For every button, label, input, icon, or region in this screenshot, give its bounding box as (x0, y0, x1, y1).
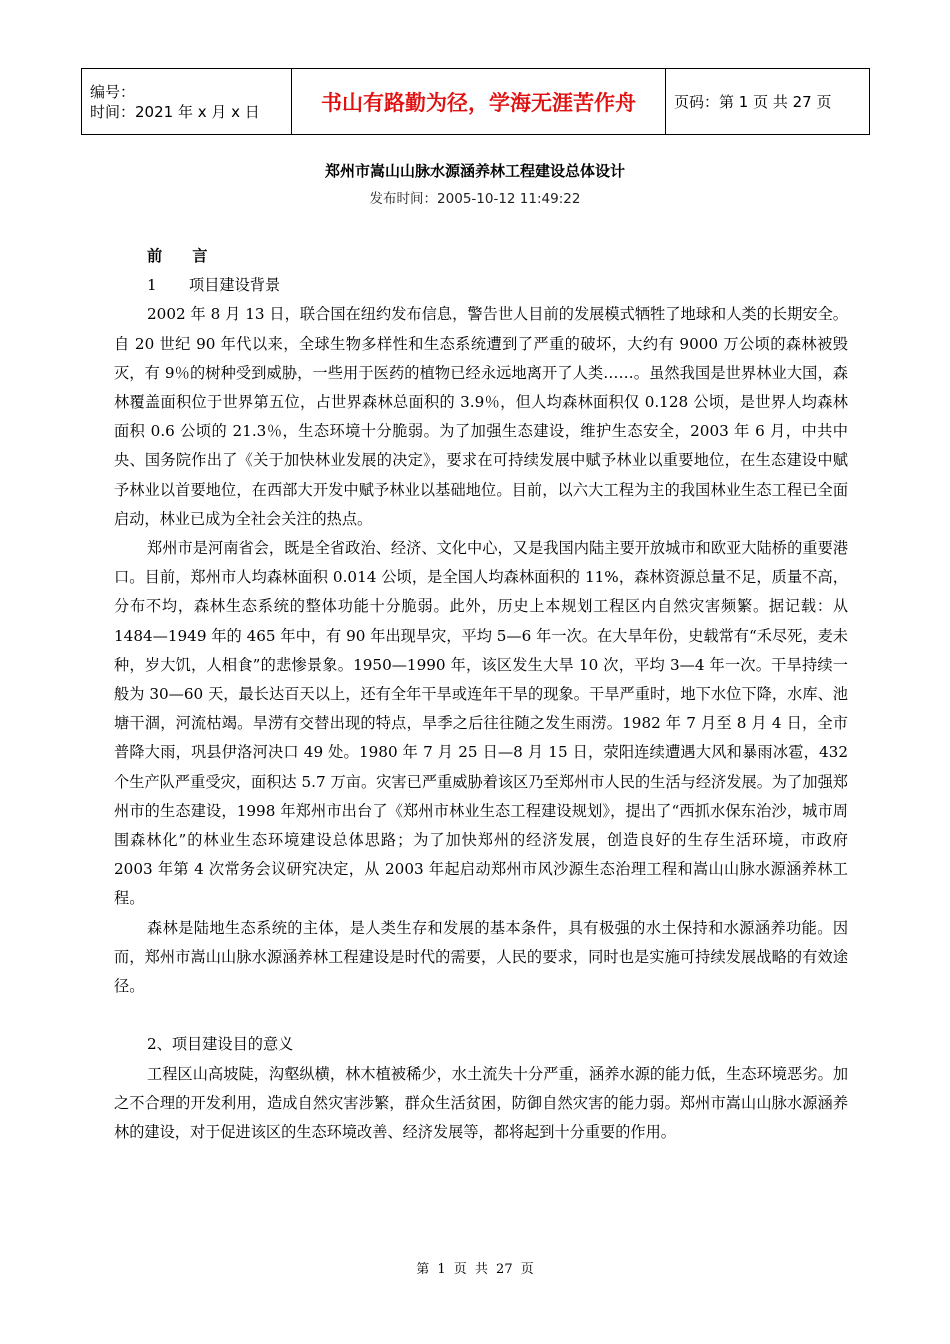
motto: 书山有路勤为径，学海无涯苦作舟 (321, 90, 636, 115)
time-label: 时间：2021 年 x 月 x 日 (90, 102, 260, 121)
document-title: 郑州市嵩山山脉水源涵养林工程建设总体设计 (324, 162, 625, 180)
publish-time: 发布时间：2005-10-12 11:49:22 (369, 191, 581, 207)
header-left-cell (82, 69, 292, 135)
number-label: 编号： (90, 82, 136, 101)
preface-char-1: 前 (147, 247, 163, 265)
header-center-cell (292, 69, 666, 135)
preface-char-2: 言 (192, 247, 208, 265)
section1-number: 1 (147, 276, 157, 295)
paragraph: 郑州市是河南省会，既是全省政治、经济、文化中心，又是我国内陆主要开放城市和欧亚大陆桥的重要港口。目前，郑州市人均森林面积 0.014 公顷，是全国人均森林面积的 11%，森林资源总量不足，质量不高，分布不均，森林生态系统的整体功能十分脆弱。此外，历史上本规划工程区内自然灾害频繁。据记载：从 1484—1949 年的 465 年中，有 90 年出现旱灾，平均 5—6 年一次。在大旱年份，史载常有“禾尽死，麦未种，岁大饥，人相食”的悲惨景象。1950—1990 年，该区发生大旱 10 次，平均 3—4 年一次。干旱持续一般为 30—60 天，最长达百天以上，还有全年干旱或连年干旱的现象。干旱严重时，地下水位下降，水库、池塘干涸，河流枯竭。旱涝有交替出现的特点，旱季之后往往随之发生雨涝。1982 年 7 月至 8 月 4 日，全市普降大雨，巩县伊洛河决口 49 处。1980 年 7 月 25 日—8 月 15 日，荥阳连续遭遇大风和暴雨冰雹，432 个生产队严重受灾，面积达 5.7 万亩。灾害已严重威胁着该区乃至郑州市人民的生活与经济发展。为了加强郑州市的生态建设，1998 年郑州市出台了《郑州市林业生态工程建设规划》，提出了“西抓水保东治沙，城市周围森林化”的林业生态环境建设总体思路；为了加快郑州的经济发展，创造良好的生存生活环境，市政府 2003 年第 4 次常务会议研究决定，从 2003 年起启动郑州市风沙源生态治理工程和嵩山山脉水源涵养林工程。 (114, 539, 848, 908)
section1-title: 项目建设背景 (189, 276, 281, 295)
header-page-info: 页码：第 1 页 共 27 页 (666, 69, 870, 135)
header-table (81, 68, 870, 135)
paragraph: 2002 年 8 月 13 日，联合国在纽约发布信息，警告世人目前的发展模式牺牲了地球和人类的长期安全。自 20 世纪 90 年代以来，全球生物多样性和生态系统遭到了严重的破坏，大约有 9000 万公顷的森林被毁灭，有 9％的树种受到威胁，一些用于医药的植物已经永远地离开了人类……。虽然我国是世界林业大国，森林覆盖面积位于世界第五位，占世界森林总面积的 3.9％，但人均森林面积仅 0.128 公顷，是世界人均森林面积 0.6 公顷的 21.3％，生态环境十分脆弱。为了加强生态建设，维护生态安全，2003 年 6 月，中共中央、国务院作出了《关于加快林业发展的决定》，要求在可持续发展中赋予林业以重要地位，在生态建设中赋予林业以首要地位，在西部大开发中赋予林业以基础地位。目前，以六大工程为主的我国林业生态工程已全面启动，林业已成为全社会关注的热点。 (114, 305, 848, 528)
page-footer: 第 1 页 共 27 页 (416, 1262, 534, 1277)
section2-heading: 2、项目建设目的意义 (147, 1035, 294, 1054)
preface-heading (114, 242, 848, 271)
paragraph: 森林是陆地生态系统的主体，是人类生存和发展的基本条件，具有极强的水土保持和水源涵养功能。因而，郑州市嵩山山脉水源涵养林工程建设是时代的需要，人民的要求，同时也是实施可持续发展战略的有效途径。 (114, 918, 848, 996)
section1-heading (114, 271, 848, 300)
document-body (114, 242, 848, 1147)
paragraph: 工程区山高坡陡，沟壑纵横，林木植被稀少，水土流失十分严重，涵养水源的能力低，生态环境恶劣。加之不合理的开发利用，造成自然灾害涉繁，群众生活贫困，防御自然灾害的能力弱。郑州市嵩山山脉水源涵养林的建设，对于促进该区的生态环境改善、经济发展等，都将起到十分重要的作用。 (114, 1064, 848, 1142)
